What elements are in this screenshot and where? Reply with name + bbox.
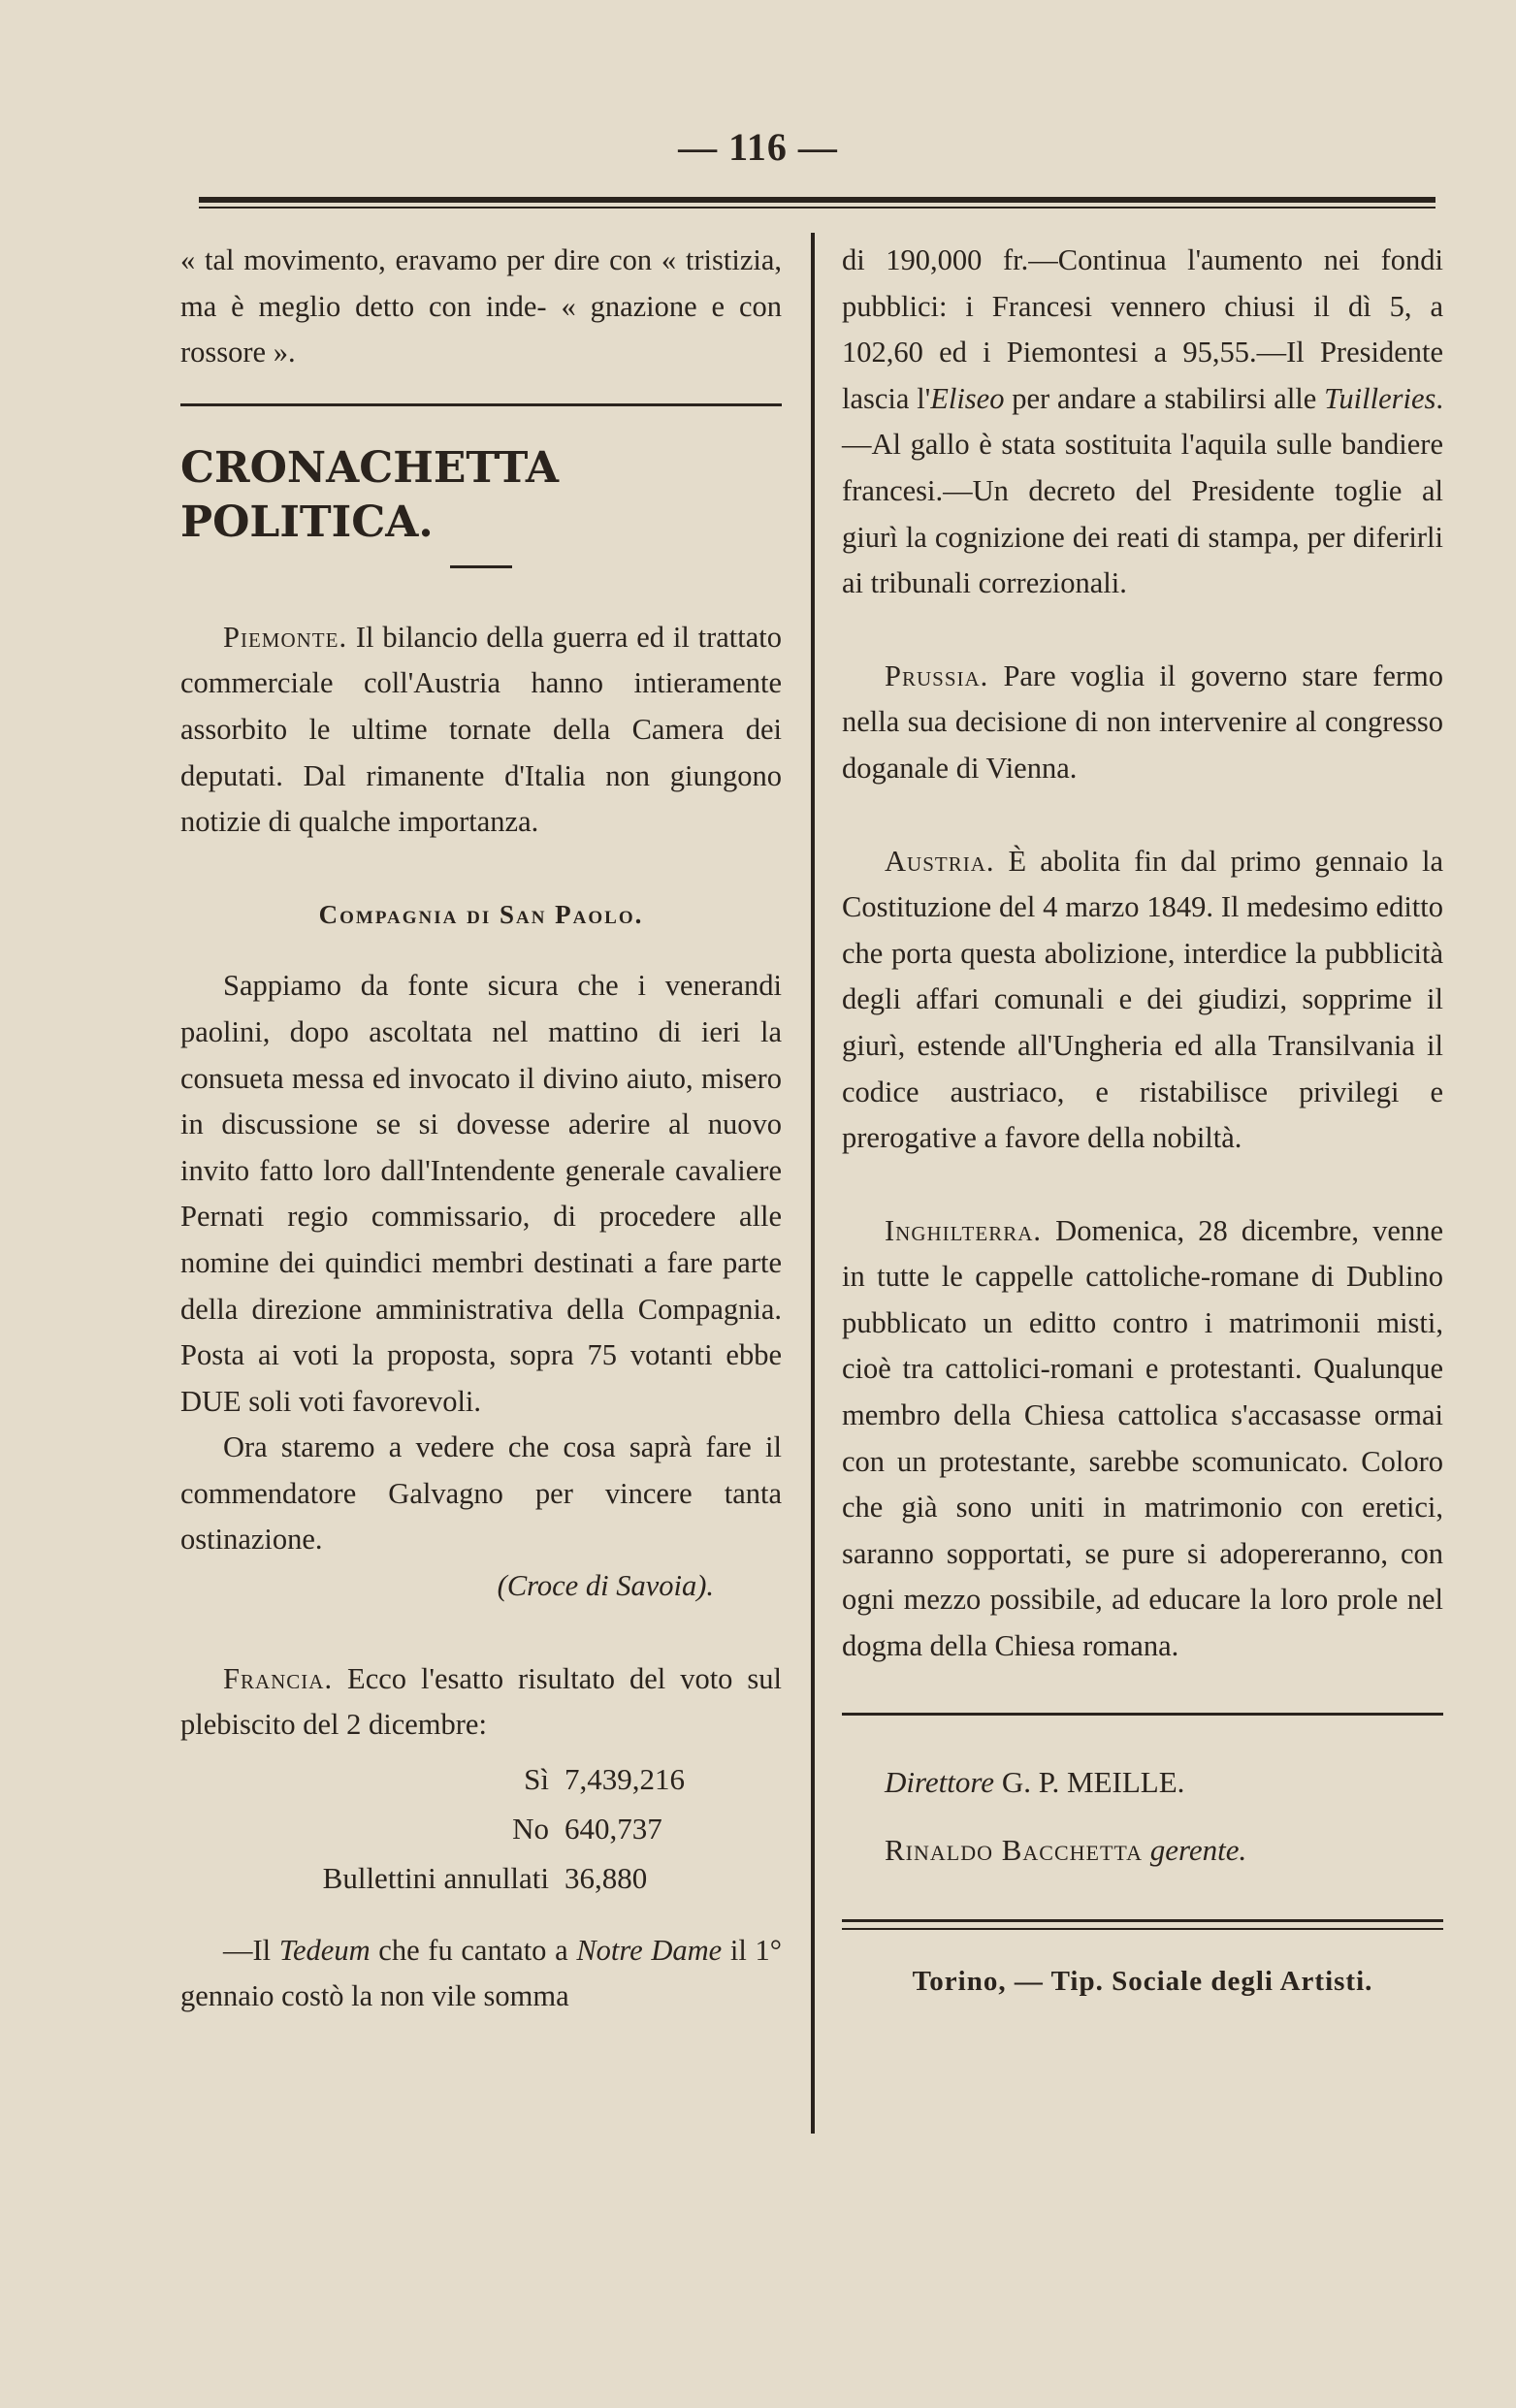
continuation-text: .—Al gallo è stata sostituita l'aquila sulle bandiere francesi.—Un decreto del Presidente toglie al giurì la cognizione dei reati di stampa, per diferirli ai tribunali correzionali.	[842, 381, 1444, 600]
column-divider	[811, 233, 815, 2134]
plebiscite-value: 640,737	[564, 1811, 662, 1846]
section-title: CRONACHETTA POLITICA.	[180, 442, 560, 547]
inghilterra-label: Inghilterra.	[885, 1213, 1043, 1247]
director-name: G. P. MEILLE.	[994, 1764, 1185, 1799]
imprint-rule	[842, 1919, 1443, 1922]
intro-quote: « tal movimento, eravamo per dire con « tristizia, ma è meglio detto con inde- « gnazione e con rossore ».	[180, 243, 782, 369]
tedeum-text: il 1° gennaio costò la non vile somma	[180, 1933, 782, 2013]
francia-text: Ecco l'esatto risultato del voto sul plebiscito del 2 dicembre:	[180, 1661, 782, 1742]
austria-label: Austria.	[885, 844, 995, 878]
compagnia-source: (Croce di Savoia).	[497, 1569, 714, 1603]
continuation-text: di 190,000 fr.—Continua l'aumento nei fondi pubblici: i Francesi vennero chiusi il dì 5, a 102,60 ed i Piemontesi a 95,55.—Il Presidente lascia l'	[842, 243, 1443, 415]
piemonte-label: Piemonte.	[223, 620, 348, 654]
plebiscite-label: Sì	[524, 1761, 549, 1796]
left-column	[180, 238, 782, 2020]
director-line	[885, 1749, 1443, 1816]
prussia-text: Pare voglia il governo stare fermo nella sua decisione di non intervenire al congresso doganale di Vienna.	[842, 658, 1443, 785]
tedeum-paragraph	[180, 1928, 782, 2020]
manager-name: Rinaldo Bacchetta	[885, 1832, 1143, 1867]
plebiscite-value: 36,880	[564, 1860, 648, 1895]
prussia-paragraph	[842, 654, 1443, 792]
compagnia-heading: Compagnia di San Paolo.	[318, 899, 644, 929]
plebiscite-label: No	[512, 1811, 549, 1846]
manager-line	[885, 1816, 1443, 1884]
francia-paragraph	[180, 1656, 782, 1749]
header-rule-thin	[199, 207, 1435, 209]
manager-label: gerente.	[1142, 1832, 1247, 1867]
piemonte-text: Il bilancio della guerra ed il trattato commerciale coll'Austria hanno intieramente assorbito le ultime tornate della Camera dei deputati. Dal rimanente d'Italia non giungono notizie di qualche importanza.	[180, 620, 782, 839]
austria-paragraph	[842, 839, 1443, 1162]
eliseo: Eliseo	[930, 381, 1005, 415]
piemonte-paragraph	[180, 615, 782, 846]
tedeum-text: che fu cantato a	[370, 1933, 577, 1967]
section-rule	[180, 403, 782, 406]
prussia-label: Prussia.	[885, 658, 989, 692]
compagnia-paragraph-2: Ora staremo a vedere che cosa saprà fare il commendatore Galvagno per vincere tanta ostinazione.	[180, 1430, 782, 1557]
tedeum-title: Tedeum	[278, 1933, 371, 1967]
continuation-text: per andare a stabilirsi alle	[1004, 381, 1325, 415]
director-label: Direttore	[885, 1764, 995, 1799]
imprint-rule-thin	[842, 1928, 1443, 1930]
credits	[842, 1749, 1443, 1884]
header-rule	[199, 197, 1435, 203]
plebiscite-row-no	[180, 1804, 782, 1853]
plebiscite-row-annullati	[180, 1853, 782, 1903]
right-column	[842, 238, 1443, 2005]
inghilterra-paragraph	[842, 1208, 1443, 1670]
plebiscite-value: 7,439,216	[564, 1761, 685, 1796]
compagnia-paragraph-1: Sappiamo da fonte sicura che i venerandi paolini, dopo ascoltata nel mattino di ieri la consueta messa ed invocato il divino aiuto, misero in discussione se si dovesse aderire al nuovo invito fatto loro dall'Intendente generale cavaliere Pernati regio commissario, di procedere alle nomine dei quindici membri destinati a fare parte della direzione amministrativa della Compagnia. Posta ai voti la proposta, sopra 75 votanti ebbe DUE soli voti favorevoli.	[180, 969, 782, 1418]
plebiscite-label: Bullettini annullati	[322, 1860, 549, 1895]
imprint: Torino, — Tip. Sociale degli Artisti.	[912, 1965, 1373, 1997]
tedeum-text: —Il	[223, 1933, 279, 1967]
title-underline	[450, 565, 512, 568]
notre-dame: Notre Dame	[576, 1933, 723, 1967]
plebiscite-row-si	[180, 1754, 782, 1804]
tuilleries: Tuilleries	[1324, 381, 1436, 415]
francia-label: Francia.	[223, 1661, 334, 1695]
austria-text: È abolita fin dal primo gennaio la Costituzione del 4 marzo 1849. Il medesimo editto che porta questa abolizione, interdice la pubblicità degli affari comunali e dei giudizi, sopprime il giurì, estende all'Ungheria ed alla Transilvania il codice austriaco, e ristabilisce privilegi e prerogative a favore della nobiltà.	[842, 844, 1443, 1155]
page-number: — 116 —	[678, 125, 838, 169]
inghilterra-text: Domenica, 28 dicembre, venne in tutte le cappelle cattoliche-romane di Dublino pubblicato un editto contro i matrimonii misti, cioè tra cattolici-romani e protestanti. Qualunque membro della Chiesa cattolica s'accasasse ormai con un protestante, sarebbe scomunicato. Coloro che già sono uniti in matrimonio con eretici, saranno sopportati, se pure si adopereranno, con ogni mezzo possibile, ad educare la loro prole nel dogma della Chiesa romana.	[842, 1213, 1443, 1663]
plebiscite-results	[180, 1754, 782, 1903]
francia-continuation	[842, 238, 1443, 607]
credits-rule	[842, 1713, 1443, 1716]
